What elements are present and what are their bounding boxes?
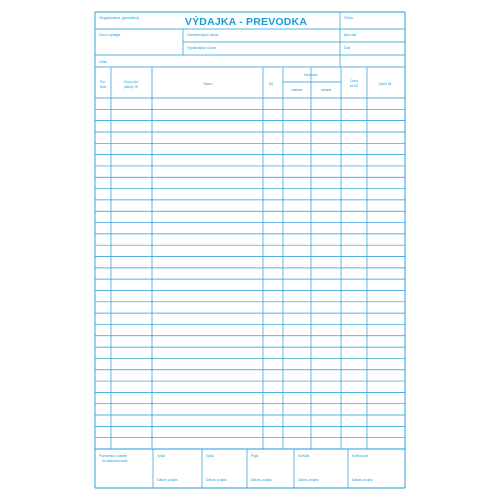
number-label: Číslo <box>344 15 354 20</box>
header-seq-line2: číslo <box>99 85 107 89</box>
footer-approved: Schválil <box>298 454 309 458</box>
footer-issued-out: Vyčal <box>206 454 214 458</box>
footer-issued-by: Vydal <box>157 454 165 458</box>
header-requested: žiadané <box>291 88 303 92</box>
footer-received: Prijal <box>251 454 259 458</box>
sign-approved: Dátum, podpis <box>298 478 319 482</box>
sign-controlled: Dátum, podpis <box>352 478 373 482</box>
issuing-dept-label: Vydávajúci útvar <box>187 45 217 50</box>
header-issued: vydané <box>320 88 332 92</box>
sign-issued-by: Dátum, podpis <box>157 478 178 482</box>
sign-issued-out: Dátum, podpis <box>206 478 227 482</box>
footer-note-line1: Poznámka o zápise <box>99 454 127 458</box>
issue-type-label: Druh výdaja <box>99 32 121 37</box>
header-price-line1: Cena <box>350 79 358 83</box>
account-label: Má dať <box>344 32 357 37</box>
header-price-line2: za MJ <box>349 84 359 88</box>
footer-controlled: Kontroloval <box>352 454 368 458</box>
cost-center-label: Odoberajúci útvar <box>187 32 219 37</box>
organization-label: Organizácia (pečiatka) <box>99 15 140 20</box>
sign-received: Dátum, podpis <box>251 478 272 482</box>
purpose-label: Účel <box>99 59 108 64</box>
header-item: Názov <box>203 82 213 86</box>
header-quantity: Množstvo <box>304 73 318 77</box>
header-code-line2: platnej JK <box>124 85 138 89</box>
header-unit: MJ <box>268 82 274 86</box>
header-total: Spolu Sk <box>378 82 392 86</box>
form-title: VÝDAJKA - PREVODKA <box>184 16 308 28</box>
header-seq-line1: Por. <box>100 80 106 84</box>
footer-note-line2: do skladovej karty <box>102 459 128 463</box>
credit-label: Dal <box>344 45 351 50</box>
header-code-line1: Kód pod'a <box>123 80 139 84</box>
